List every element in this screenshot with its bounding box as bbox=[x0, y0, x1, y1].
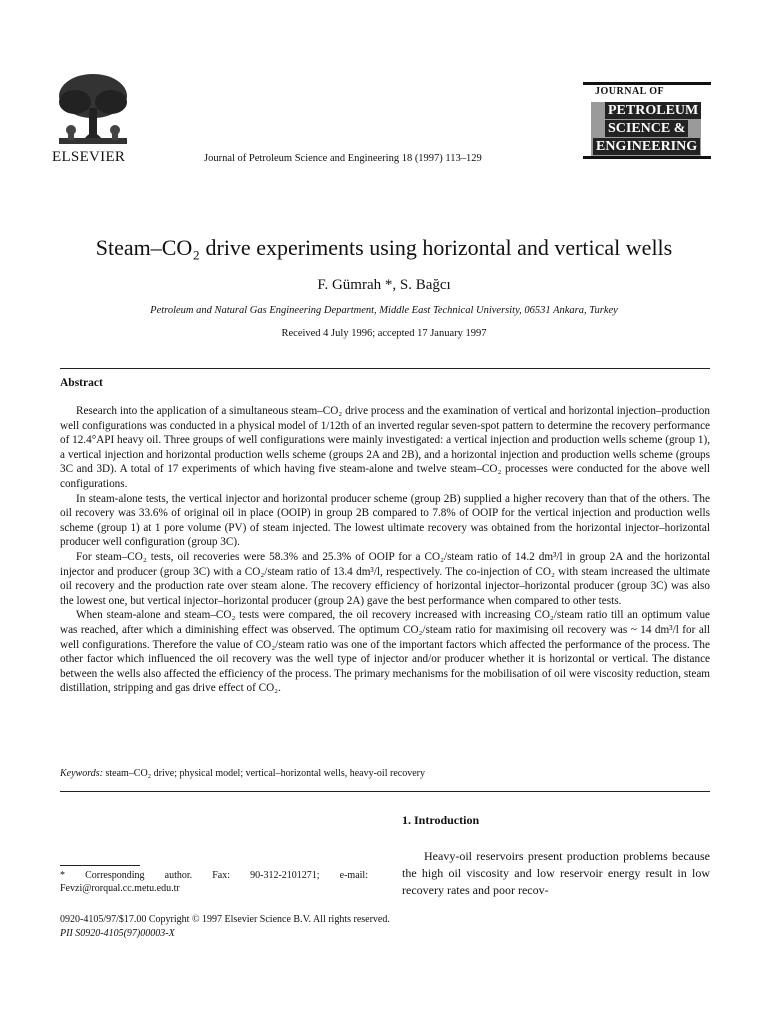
keywords bbox=[60, 768, 425, 779]
introduction-paragraph: Heavy-oil reservoirs present production problems because the high oil viscosity and low reservoir energy result in low recovery rates and poor recov- bbox=[402, 849, 710, 897]
author-affiliation: Petroleum and Natural Gas Engineering Department, Middle East Technical University, 06531 Ankara, Turkey bbox=[150, 305, 618, 316]
journal-logo bbox=[583, 82, 711, 162]
abstract-heading: Abstract bbox=[60, 377, 103, 389]
elsevier-tree-logo bbox=[55, 72, 131, 150]
journal-reference: Journal of Petroleum Science and Engineering 18 (1997) 113–129 bbox=[204, 153, 482, 164]
received-dates: Received 4 July 1996; accepted 17 January 1997 bbox=[281, 328, 487, 339]
journal-logo-line1: JOURNAL OF bbox=[595, 86, 665, 97]
introduction-body bbox=[402, 848, 710, 899]
journal-logo-line4: ENGINEERING bbox=[593, 138, 700, 155]
keywords-label: Keywords: bbox=[60, 768, 103, 779]
footnote-rule bbox=[60, 865, 140, 866]
copyright-notice bbox=[60, 913, 390, 941]
pii-line: PII S0920-4105(97)00003-X bbox=[60, 928, 175, 939]
abstract-body bbox=[60, 404, 710, 696]
corresponding-author-footnote: * Corresponding author. Fax: 90-312-2101271; e-mail: Fevzi@rorqual.cc.metu.edu.tr bbox=[60, 870, 368, 894]
article-authors: F. Gümrah *, S. Bağcı bbox=[317, 277, 451, 293]
journal-logo-line3: SCIENCE & bbox=[605, 120, 688, 137]
keywords-text: steam–CO₂ drive; physical model; vertical–horizontal wells, heavy-oil recovery bbox=[102, 768, 425, 779]
journal-logo-line2: PETROLEUM bbox=[605, 102, 701, 119]
abstract-paragraph: Research into the application of a simultaneous steam–CO₂ drive process and the examination of vertical and horizontal injection–production well configurations was conducted in a physical model of 1/12th of an inverted regular seven-spot pattern to determine the recovery performance of 12.4°API heavy oil. Three groups of well configurations were mainly investigated: a vertical injection and production wells scheme (group 1), a vertical injection and horizontal production wells scheme (groups 2A and 2B), and a horizontal injection and production wells scheme (groups 3C and 3D). A total of 17 experiments of which having five steam-alone and twelve steam–CO₂ processes were conducted for the above well configurations. bbox=[60, 405, 710, 490]
abstract-paragraph: For steam–CO₂ tests, oil recoveries were 58.3% and 25.3% of OOIP for a CO₂/steam ratio of 14.2 dm³/l in group 2A and the horizontal injector and producer (group 3C) with a CO₂/steam ratio of 13.4 dm³/l, respectively. The co-injection of CO₂ with steam increased the ultimate oil recovery and the production rate over steam alone. The recovery efficiency of horizontal injector–horizontal producer (group 3C) was also the lowest one, but vertical injector–horizontal producer (group 2A) gave the best performance when compared to other tests. bbox=[60, 550, 710, 607]
article-title: Steam–CO₂ drive experiments using horizontal and vertical wells bbox=[95, 235, 673, 260]
publisher-name: ELSEVIER bbox=[52, 149, 126, 165]
introduction-heading: 1. Introduction bbox=[402, 813, 480, 827]
abstract-paragraph: In steam-alone tests, the vertical injector and horizontal producer scheme (group 2B) supplied a higher recovery than that of the others. The oil recovery was 33.6% of original oil in place (OOIP) in group 2B compared to 7.8% of OOIP for the vertical injection and production wells scheme (group 1) at 1 pore volume (PV) of steam injected. The lowest ultimate recovery was obtained from the horizontal injector–horizontal producer well configuration (group 3C). bbox=[60, 492, 710, 549]
abstract-paragraph: When steam-alone and steam–CO₂ tests were compared, the oil recovery increased with increasing CO₂/steam ratio till an optimum value was reached, after which a diminishing effect was observed. The optimum CO₂/steam ratio for maximising oil recovery was ~ 14 dm³/l for all well configurations. Therefore the value of CO₂/steam ratio was one of the important factors which affected the performance of the process. The other factor which influenced the oil recovery was the well type of injector and/or producer whether it is horizontal or vertical. The distance between the wells also affected the efficiency of the process. The primary mechanisms for the mobilisation of oil were viscosity reduction, steam distillation, stripping and gas drive effect of CO₂. bbox=[60, 609, 710, 695]
copyright-line: 0920-4105/97/$17.00 Copyright © 1997 Elsevier Science B.V. All rights reserved. bbox=[60, 914, 390, 925]
top-rule bbox=[60, 368, 710, 369]
bottom-rule bbox=[60, 791, 710, 792]
